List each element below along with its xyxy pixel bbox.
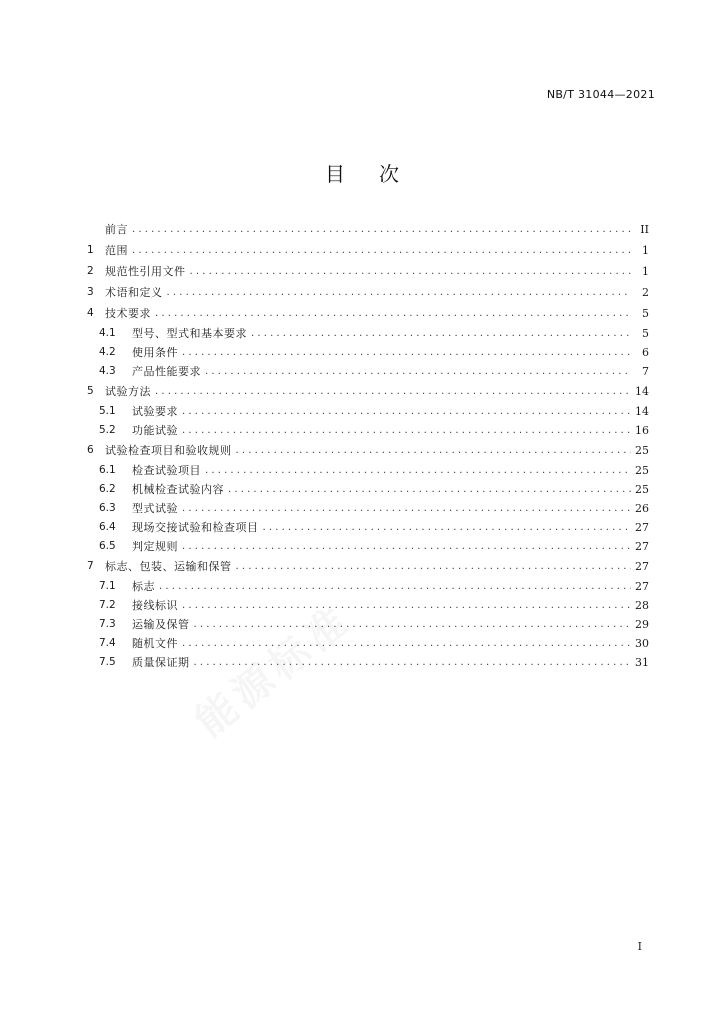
toc-dot-leader	[132, 219, 631, 240]
toc-entry-page: 25	[635, 444, 649, 457]
toc-entry[interactable]	[87, 440, 649, 461]
toc-entry[interactable]	[87, 303, 649, 324]
toc-entry-number: 6.2	[99, 483, 116, 495]
toc-entry-page: 1	[642, 265, 649, 278]
toc-dot-leader	[182, 596, 631, 615]
toc-entry-label: 现场交接试验和检查项目	[132, 521, 259, 534]
toc-entry[interactable]	[87, 381, 649, 402]
toc-entry[interactable]	[87, 343, 649, 362]
toc-entry-label: 运输及保管	[132, 618, 190, 631]
toc-dot-leader	[194, 653, 632, 672]
toc-entry-page: 25	[635, 483, 649, 496]
toc-entry-page: 29	[635, 618, 649, 631]
toc-entry-page: 28	[635, 599, 649, 612]
toc-entry-label: 技术要求	[105, 307, 151, 320]
toc-entry-page: 14	[635, 405, 649, 418]
toc-entry-number: 6.1	[99, 464, 116, 476]
toc-entry-label: 质量保证期	[132, 656, 190, 669]
toc-entry[interactable]	[87, 518, 649, 537]
toc-entry[interactable]	[87, 537, 649, 556]
toc-dot-leader	[236, 556, 632, 577]
toc-entry-number: 5	[87, 385, 94, 397]
toc-entry-number: 4.2	[99, 346, 116, 358]
toc-entry-number: 7.5	[99, 656, 116, 668]
toc-entry-label: 机械检查试验内容	[132, 483, 224, 496]
toc-dot-leader	[263, 518, 632, 537]
toc-entry[interactable]	[87, 653, 649, 672]
toc-dot-leader	[228, 480, 631, 499]
toc-entry-number: 5.1	[99, 405, 116, 417]
toc-dot-leader	[155, 381, 631, 402]
toc-entry-page: 14	[635, 385, 649, 398]
toc-entry-label: 术语和定义	[105, 286, 163, 299]
toc-dot-leader	[182, 634, 631, 653]
toc-entry-page: 30	[635, 637, 649, 650]
table-of-contents	[87, 219, 649, 672]
toc-entry-page: 27	[635, 521, 649, 534]
toc-dot-leader	[236, 440, 632, 461]
toc-entry-number: 6.3	[99, 502, 116, 514]
toc-dot-leader	[167, 282, 632, 303]
toc-entry[interactable]	[87, 480, 649, 499]
toc-dot-leader	[190, 261, 632, 282]
toc-dot-leader	[182, 343, 631, 362]
toc-entry-page: 5	[642, 327, 649, 340]
toc-entry[interactable]	[87, 577, 649, 596]
toc-entry[interactable]	[87, 282, 649, 303]
toc-entry-label: 范围	[105, 244, 128, 257]
toc-dot-leader	[182, 537, 631, 556]
toc-entry[interactable]	[87, 421, 649, 440]
toc-entry-label: 型式试验	[132, 502, 178, 515]
toc-entry-label: 试验方法	[105, 385, 151, 398]
toc-dot-leader	[205, 362, 631, 381]
toc-entry[interactable]	[87, 596, 649, 615]
toc-entry-number: 7	[87, 560, 94, 572]
toc-entry[interactable]	[87, 219, 649, 240]
toc-entry[interactable]	[87, 324, 649, 343]
toc-entry-page: 1	[642, 244, 649, 257]
toc-dot-leader	[182, 402, 631, 421]
watermark: 能源标准	[187, 596, 361, 747]
toc-entry-number: 1	[87, 244, 94, 256]
toc-entry[interactable]	[87, 261, 649, 282]
toc-entry-label: 功能试验	[132, 424, 178, 437]
toc-entry-page: II	[640, 223, 649, 236]
toc-entry-number: 7.3	[99, 618, 116, 630]
toc-entry-label: 使用条件	[132, 346, 178, 359]
toc-entry-label: 规范性引用文件	[105, 265, 186, 278]
toc-entry-label: 试验检查项目和验收规则	[105, 444, 232, 457]
toc-entry-page: 7	[642, 365, 649, 378]
toc-entry[interactable]	[87, 499, 649, 518]
toc-entry-label: 产品性能要求	[132, 365, 201, 378]
toc-entry-label: 随机文件	[132, 637, 178, 650]
toc-dot-leader	[251, 324, 631, 343]
toc-entry-number: 2	[87, 265, 94, 277]
toc-entry[interactable]	[87, 240, 649, 261]
toc-entry-page: 31	[635, 656, 649, 669]
toc-dot-leader	[132, 240, 631, 261]
toc-entry-page: 27	[635, 580, 649, 593]
toc-entry-number: 7.2	[99, 599, 116, 611]
toc-entry-number: 6.5	[99, 540, 116, 552]
toc-entry[interactable]	[87, 634, 649, 653]
toc-entry-page: 5	[642, 307, 649, 320]
toc-entry-number: 4.3	[99, 365, 116, 377]
page-title: 目次	[325, 162, 433, 186]
toc-entry-page: 25	[635, 464, 649, 477]
toc-dot-leader	[155, 303, 631, 324]
toc-entry-label: 型号、型式和基本要求	[132, 327, 247, 340]
toc-entry-number: 7.1	[99, 580, 116, 592]
toc-dot-leader	[159, 577, 631, 596]
toc-entry-page: 2	[642, 286, 649, 299]
toc-dot-leader	[194, 615, 632, 634]
toc-entry-label: 试验要求	[132, 405, 178, 418]
toc-entry-page: 26	[635, 502, 649, 515]
toc-entry[interactable]	[87, 556, 649, 577]
toc-entry-number: 6	[87, 444, 94, 456]
toc-entry-label: 判定规则	[132, 540, 178, 553]
toc-entry-label: 接线标识	[132, 599, 178, 612]
toc-entry-page: 6	[642, 346, 649, 359]
toc-entry-label: 标志	[132, 580, 155, 593]
toc-dot-leader	[182, 421, 631, 440]
toc-entry-number: 3	[87, 286, 94, 298]
toc-entry-label: 检查试验项目	[132, 464, 201, 477]
toc-entry-page: 27	[635, 540, 649, 553]
toc-entry[interactable]	[87, 615, 649, 634]
toc-dot-leader	[182, 499, 631, 518]
toc-entry-number: 6.4	[99, 521, 116, 533]
toc-entry-label: 标志、包装、运输和保管	[105, 560, 232, 573]
toc-dot-leader	[205, 461, 631, 480]
toc-entry-page: 27	[635, 560, 649, 573]
toc-entry-page: 16	[635, 424, 649, 437]
toc-entry-label: 前言	[105, 223, 128, 236]
page-number: I	[637, 940, 642, 953]
toc-entry-number: 4.1	[99, 327, 116, 339]
toc-entry[interactable]	[87, 461, 649, 480]
standard-code: NB/T 31044—2021	[546, 88, 655, 101]
toc-entry-number: 5.2	[99, 424, 116, 436]
toc-entry-number: 7.4	[99, 637, 116, 649]
toc-entry-number: 4	[87, 307, 94, 319]
toc-entry[interactable]	[87, 402, 649, 421]
toc-entry[interactable]	[87, 362, 649, 381]
